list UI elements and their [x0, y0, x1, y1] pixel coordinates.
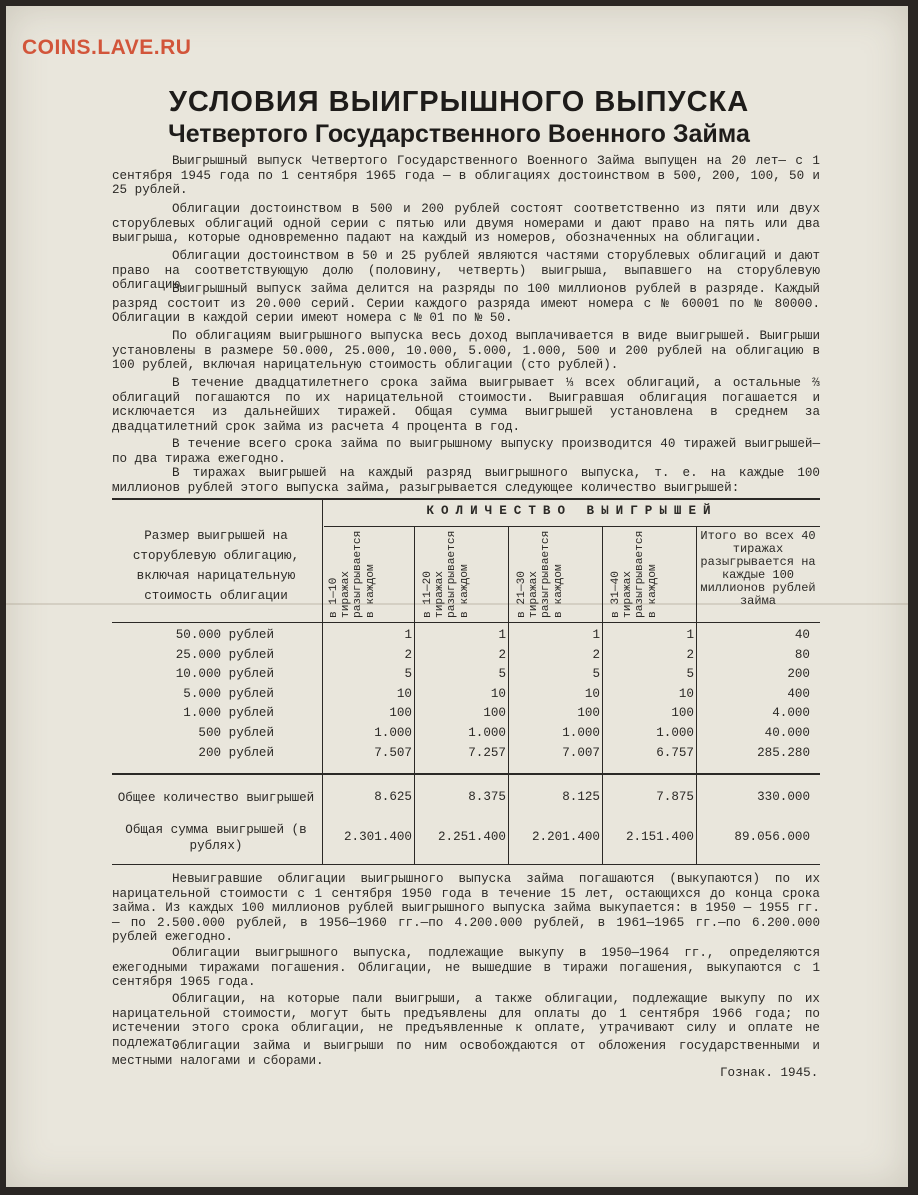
- table-row-label: 50.000 рублей: [175, 628, 274, 642]
- table-row-label: 5.000 рублей: [183, 686, 274, 701]
- table-cell: 285.280: [757, 745, 810, 760]
- table-cell: 2: [498, 647, 506, 662]
- summary-cell: 2.301.400: [343, 830, 412, 844]
- table-cell: 2: [404, 647, 412, 662]
- table-cell: 80: [794, 647, 810, 662]
- table-cell: 7.007: [562, 745, 600, 760]
- intro-paragraph: В течение всего срока займа по выигрышному выпуску производится 40 тиражей выигрышей— по два тиража ежегодно.: [112, 437, 820, 466]
- summary-cell: 7.875: [656, 790, 694, 804]
- table-cell: 1: [404, 628, 412, 642]
- table-cell: 10: [678, 686, 694, 701]
- summary-cell: 330.000: [757, 790, 810, 804]
- closing-paragraph: Облигации займа и выигрыши по ним освобождаются от обложения государственными и местными налогами и сборами.: [112, 1039, 820, 1068]
- column-header: в 21—30 тиражах разыгрывается в каждом: [516, 530, 565, 618]
- summary-cell: 89.056.000: [734, 830, 810, 844]
- table-row-label: 500 рублей: [198, 726, 274, 740]
- closing-paragraph: Невыигравшие облигации выигрышного выпуска займа погашаются (выкупаются) по их нарицательной стоимости с 1 сентября 1950 года в течение 15 лет, остающихся до конца срока займа. Из каждых 100 миллионов рублей выигрышного выпуска займа выкупается: в 1950 — 1955 гг.— по 2.500.000 рублей, в 1956—1960 гг.—по 4.200.000 рублей, в 1961—1965 гг.—по 6.200.000 рублей ежегодно.: [112, 872, 820, 945]
- table-cell: 6.757: [656, 745, 694, 760]
- closing-paragraph: Облигации, на которые пали выигрыши, а также облигации, подлежащие выкупу по их нарицательной стоимости, могут быть предъявлены для оплаты до 1 сентября 1966 года; по истечении этого срока облигации, не предъявленные к оплате, утрачивают силу и оплате не подлежат.: [112, 992, 820, 1050]
- intro-paragraph: Облигации достоинством в 50 и 25 рублей являются частями сторублевых облигаций и дают право на соответствующую долю (половину, четверть) выигрыша, выпавшего на сторублевую облигацию.: [112, 249, 820, 293]
- summary-cell: 8.125: [562, 790, 600, 804]
- intro-paragraph: Выигрышный выпуск займа делится на разряды по 100 миллионов рублей в разряде. Каждый разряд состоит из 20.000 серий. Серии каждого разряда имеют номера с № 60001 по № 80000. Облигации в каждой серии имеют номера с № 01 по № 50.: [112, 282, 820, 326]
- winnings-table: [112, 498, 820, 866]
- summary-cell: 2.201.400: [531, 830, 600, 844]
- table-cell: 10: [490, 686, 506, 701]
- table-row-label: 10.000 рублей: [175, 667, 274, 682]
- size-column-header: Размер выигрышей на сторублевую облигацию, включая нарицательную стоимость облигации: [132, 529, 300, 603]
- document-subtitle: Четвертого Государственного Военного Займа: [168, 120, 750, 148]
- table-cell: 7.507: [374, 745, 412, 760]
- table-cell: 100: [483, 706, 506, 721]
- table-cell: 10: [396, 686, 412, 701]
- column-header: в 11—20 тиражах разыгрывается в каждом: [422, 530, 471, 618]
- summary-cell: 2.251.400: [437, 830, 506, 844]
- table-cell: 100: [577, 706, 600, 721]
- table-cell: 400: [787, 686, 810, 701]
- table-cell: 5: [404, 667, 412, 682]
- table-cell: 40.000: [764, 726, 810, 740]
- summary-cell: 8.375: [468, 790, 506, 804]
- watermark-text: COINS.LAVE.RU: [22, 36, 192, 59]
- summary-cell: 8.625: [374, 790, 412, 804]
- summary-row-label: Общее количество выигрышей: [117, 791, 315, 805]
- total-column-header: Итого во всех 40 тиражах разыгрывается на каждые 100 миллионов рублей займа: [700, 529, 816, 608]
- closing-paragraph: Облигации выигрышного выпуска, подлежащие выкупу в 1950—1964 гг., определяются ежегодными тиражами погашения. Облигации, не вышедшие в тиражи погашения, выкупаются с 1 сентября 1965 года.: [112, 946, 820, 990]
- imprint: Гознак. 1945.: [720, 1066, 819, 1080]
- intro-paragraph: В тиражах выигрышей на каждый разряд выигрышного выпуска, т. е. на каждые 100 миллионов рублей этого выпуска займа, разыгрывается следующее количество выигрышей:: [112, 466, 820, 495]
- table-cell: 100: [389, 706, 412, 721]
- table-cell: 5: [592, 667, 600, 682]
- quantity-group-header: КОЛИЧЕСТВО ВЫИГРЫШЕЙ: [426, 504, 718, 518]
- table-cell: 1.000: [656, 726, 694, 740]
- table-cell: 7.257: [468, 745, 506, 760]
- document-title: УСЛОВИЯ ВЫИГРЫШНОГО ВЫПУСКА: [168, 86, 750, 118]
- table-cell: 1.000: [562, 726, 600, 740]
- table-cell: 1: [592, 628, 600, 642]
- column-header: в 31—40 тиражах разыгрывается в каждом: [610, 530, 659, 618]
- table-cell: 5: [686, 667, 694, 682]
- table-row-label: 1.000 рублей: [183, 706, 274, 721]
- table-cell: 200: [787, 667, 810, 682]
- table-cell: 1: [686, 628, 694, 642]
- table-row-label: 200 рублей: [198, 745, 274, 760]
- table-cell: 40: [794, 628, 810, 642]
- column-header: в 1—10 тиражах разыгрывается в каждом: [328, 530, 377, 618]
- intro-paragraph: Облигации достоинством в 500 и 200 рублей состоят соответственно из пяти или двух сторублевых облигаций одной серии с пятью или двумя номерами и дают право на пять или два выигрыша, которые одновременно падают на каждый из номеров, обозначенных на облигации.: [112, 202, 820, 246]
- table-cell: 1: [498, 628, 506, 642]
- table-cell: 10: [584, 686, 600, 701]
- table-row-label: 25.000 рублей: [175, 647, 274, 662]
- table-cell: 2: [686, 647, 694, 662]
- table-cell: 2: [592, 647, 600, 662]
- table-cell: 1.000: [374, 726, 412, 740]
- summary-row-label: Общая сумма выигрышей (в рублях): [125, 823, 307, 853]
- table-cell: 1.000: [468, 726, 506, 740]
- table-cell: 5: [498, 667, 506, 682]
- table-cell: 100: [671, 706, 694, 721]
- intro-paragraph: В течение двадцатилетнего срока займа выигрывает ⅓ всех облигаций, а остальные ⅔ облигаций погашаются по их нарицательной стоимости. Выигравшая облигация погашается и исключается из дальнейших тиражей. Общая сумма выигрышей установлена в среднем за двадцатилетний срок займа из расчета 4 процента в год.: [112, 376, 820, 434]
- table-cell: 4.000: [772, 706, 810, 721]
- summary-cell: 2.151.400: [625, 830, 694, 844]
- intro-paragraph: По облигациям выигрышного выпуска весь доход выплачивается в виде выигрышей. Выигрыши установлены в размере 50.000, 25.000, 10.000, 5.000, 1.000, 500 и 200 рублей на облигацию в 100 рублей, включая нарицательную стоимость облигации (сто рублей).: [112, 329, 820, 373]
- intro-paragraph: Выигрышный выпуск Четвертого Государственного Военного Займа выпущен на 20 лет— с 1 сентября 1945 года по 1 сентября 1965 года — в облигациях достоинством в 500, 200, 100, 50 и 25 рублей.: [112, 154, 820, 198]
